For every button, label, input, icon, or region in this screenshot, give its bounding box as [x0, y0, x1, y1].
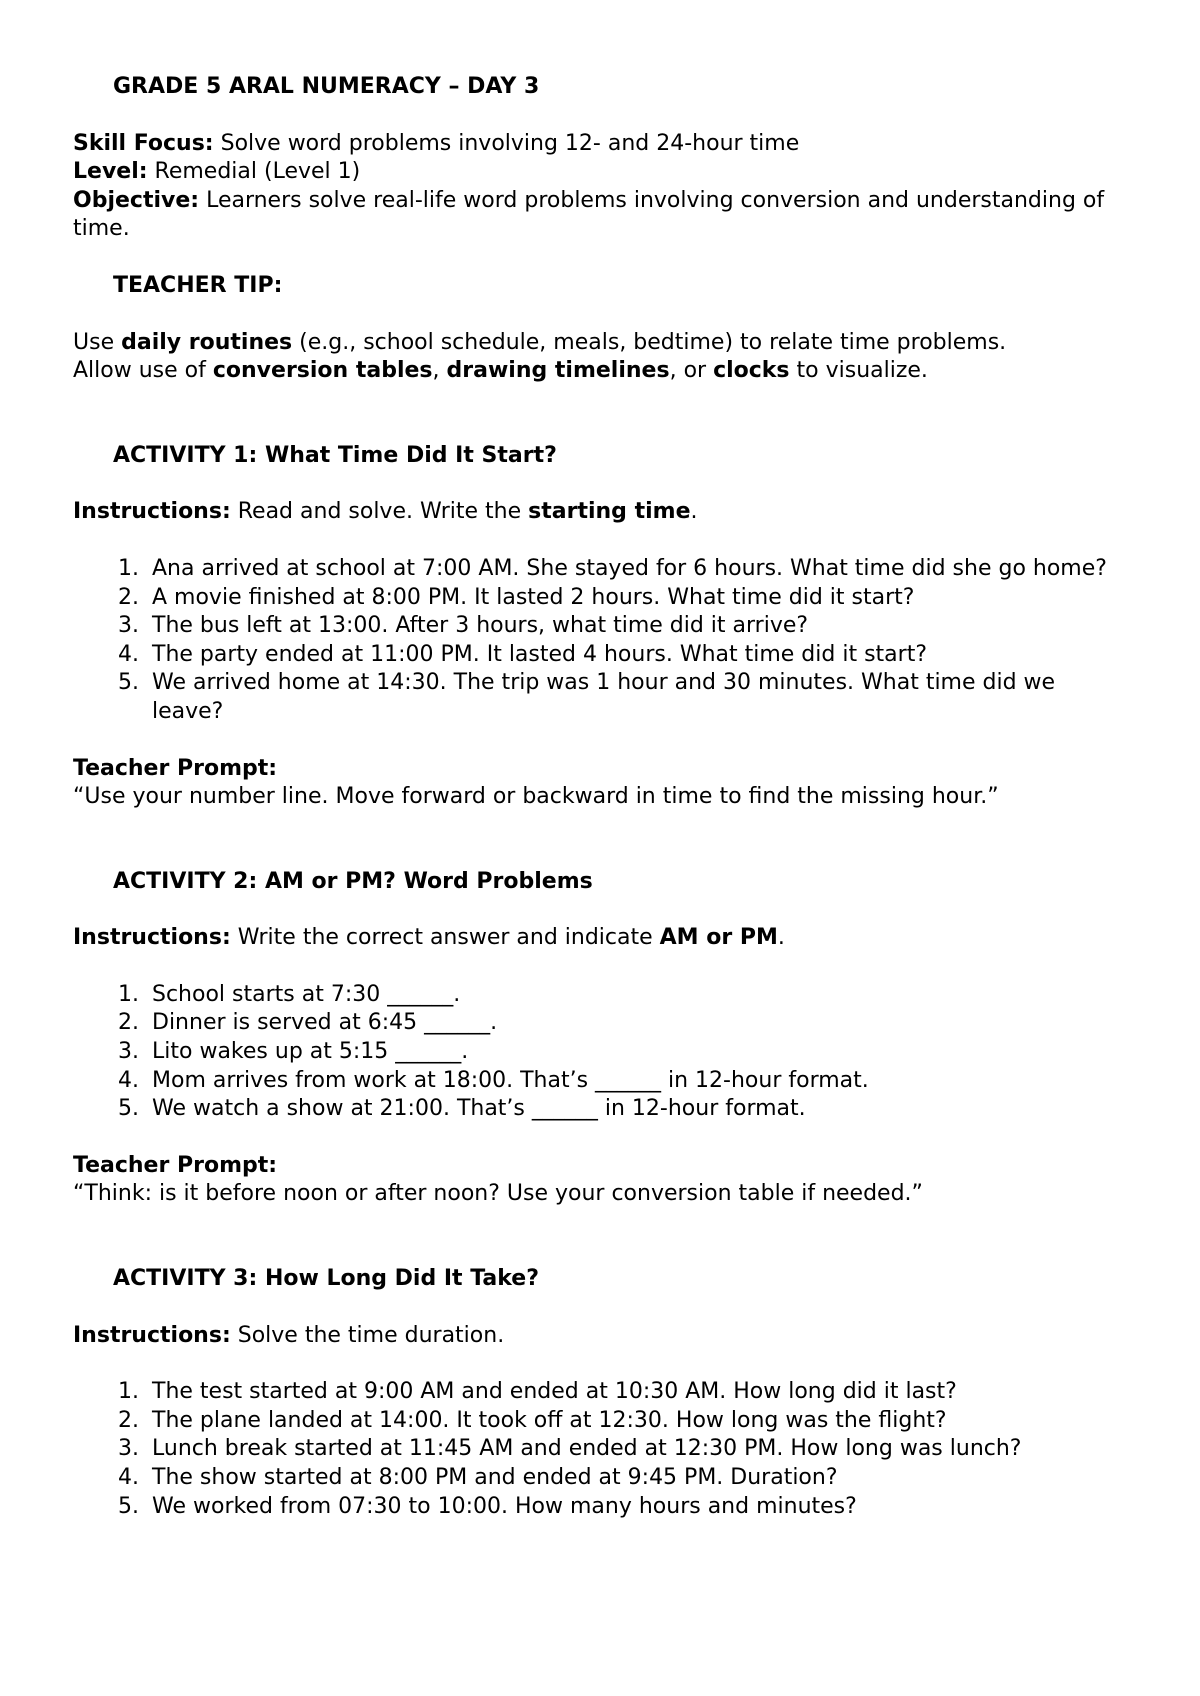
- list-item: 4. Mom arrives from work at 18:00. That’s ______ in 12-hour format.: [146, 1067, 1133, 1096]
- skill-focus-text: Solve word problems involving 12- and 24-hour time: [213, 130, 800, 156]
- list-item: 4. The party ended at 11:00 PM. It lasted 4 hours. What time did it start?: [146, 641, 1133, 670]
- tip-text: (e.g., school schedule, meals, bedtime) to relate time problems.: [292, 329, 1007, 355]
- tip-bold: drawing timelines: [446, 358, 670, 384]
- instructions-label: Instructions:: [73, 1322, 231, 1348]
- activity-3-list: [73, 1378, 1133, 1521]
- instructions-bold: AM or PM: [659, 925, 778, 951]
- instructions-end: .: [690, 499, 698, 525]
- instructions-text: Write the correct answer and indicate: [230, 925, 660, 951]
- page-title: GRADE 5 ARAL NUMERACY – DAY 3: [113, 74, 540, 99]
- document-content: [73, 73, 1133, 1521]
- activity-1-heading: ACTIVITY 1: What Time Did It Start?: [113, 442, 557, 468]
- list-item: 5. We watch a show at 21:00. That’s ______ in 12-hour format.: [146, 1095, 1133, 1124]
- skill-focus-label: Skill Focus:: [73, 130, 214, 156]
- activity-2-prompt-label: Teacher Prompt:: [73, 1152, 278, 1178]
- activity-1-prompt-label: Teacher Prompt:: [73, 755, 278, 781]
- tip-text: Use: [73, 329, 122, 355]
- list-item: 3. Lito wakes up at 5:15 ______.: [146, 1038, 1133, 1067]
- instructions-end: .: [777, 925, 785, 951]
- tip-bold: conversion tables: [212, 358, 433, 384]
- teacher-tip-line-1: [73, 329, 1133, 358]
- level-label: Level:: [73, 159, 148, 185]
- list-item: 5. We worked from 07:30 to 10:00. How many hours and minutes?: [146, 1493, 1133, 1522]
- objective: [73, 187, 1133, 244]
- objective-text: Learners solve real-life word problems involving conversion and understanding of time.: [73, 187, 1105, 242]
- activity-2-prompt-text: “Think: is it before noon or after noon? Use your conversion table if needed.”: [73, 1181, 923, 1207]
- list-item: 2. The plane landed at 14:00. It took off at 12:30. How long was the flight?: [146, 1407, 1133, 1436]
- level-text: Remedial (Level 1): [147, 159, 361, 185]
- tip-bold: daily routines: [121, 329, 293, 355]
- list-item: 2. Dinner is served at 6:45 ______.: [146, 1009, 1133, 1038]
- instructions-bold: starting time: [528, 499, 691, 525]
- instructions-text: Solve the time duration.: [230, 1322, 505, 1348]
- activity-3-instructions: [73, 1322, 1133, 1351]
- list-item: 2. A movie finished at 8:00 PM. It lasted 2 hours. What time did it start?: [146, 584, 1133, 613]
- list-item: 1. The test started at 9:00 AM and ended at 10:30 AM. How long did it last?: [146, 1378, 1133, 1407]
- tip-text: , or: [669, 358, 714, 384]
- activity-1-prompt-text: “Use your number line. Move forward or backward in time to find the missing hour.”: [73, 784, 999, 810]
- activity-2-instructions: [73, 924, 1133, 953]
- tip-bold: clocks: [713, 358, 790, 384]
- tip-text: Allow use of: [73, 358, 213, 384]
- activity-1-instructions: [73, 498, 1133, 527]
- activity-1-list: [73, 555, 1133, 727]
- list-item: 3. Lunch break started at 11:45 AM and ended at 12:30 PM. How long was lunch?: [146, 1435, 1133, 1464]
- list-item: 5. We arrived home at 14:30. The trip was 1 hour and 30 minutes. What time did we leave?: [146, 669, 1133, 726]
- level: [73, 158, 1133, 187]
- activity-3-heading: ACTIVITY 3: How Long Did It Take?: [113, 1266, 539, 1292]
- instructions-label: Instructions:: [73, 499, 231, 525]
- list-item: 4. The show started at 8:00 PM and ended at 9:45 PM. Duration?: [146, 1464, 1133, 1493]
- activity-2-heading: ACTIVITY 2: AM or PM? Word Problems: [113, 868, 593, 894]
- teacher-tip-heading: TEACHER TIP:: [113, 272, 283, 298]
- instructions-label: Instructions:: [73, 925, 231, 951]
- list-item: 1. School starts at 7:30 ______.: [146, 981, 1133, 1010]
- tip-text: ,: [432, 358, 447, 384]
- activity-2-list: [73, 981, 1133, 1124]
- objective-label: Objective:: [73, 187, 200, 213]
- list-item: 1. Ana arrived at school at 7:00 AM. She stayed for 6 hours. What time did she go home?: [146, 555, 1133, 584]
- teacher-tip-line-2: [73, 357, 1133, 386]
- instructions-text: Read and solve. Write the: [230, 499, 529, 525]
- list-item: 3. The bus left at 13:00. After 3 hours, what time did it arrive?: [146, 612, 1133, 641]
- skill-focus: [73, 130, 1133, 159]
- tip-text: to visualize.: [789, 358, 928, 384]
